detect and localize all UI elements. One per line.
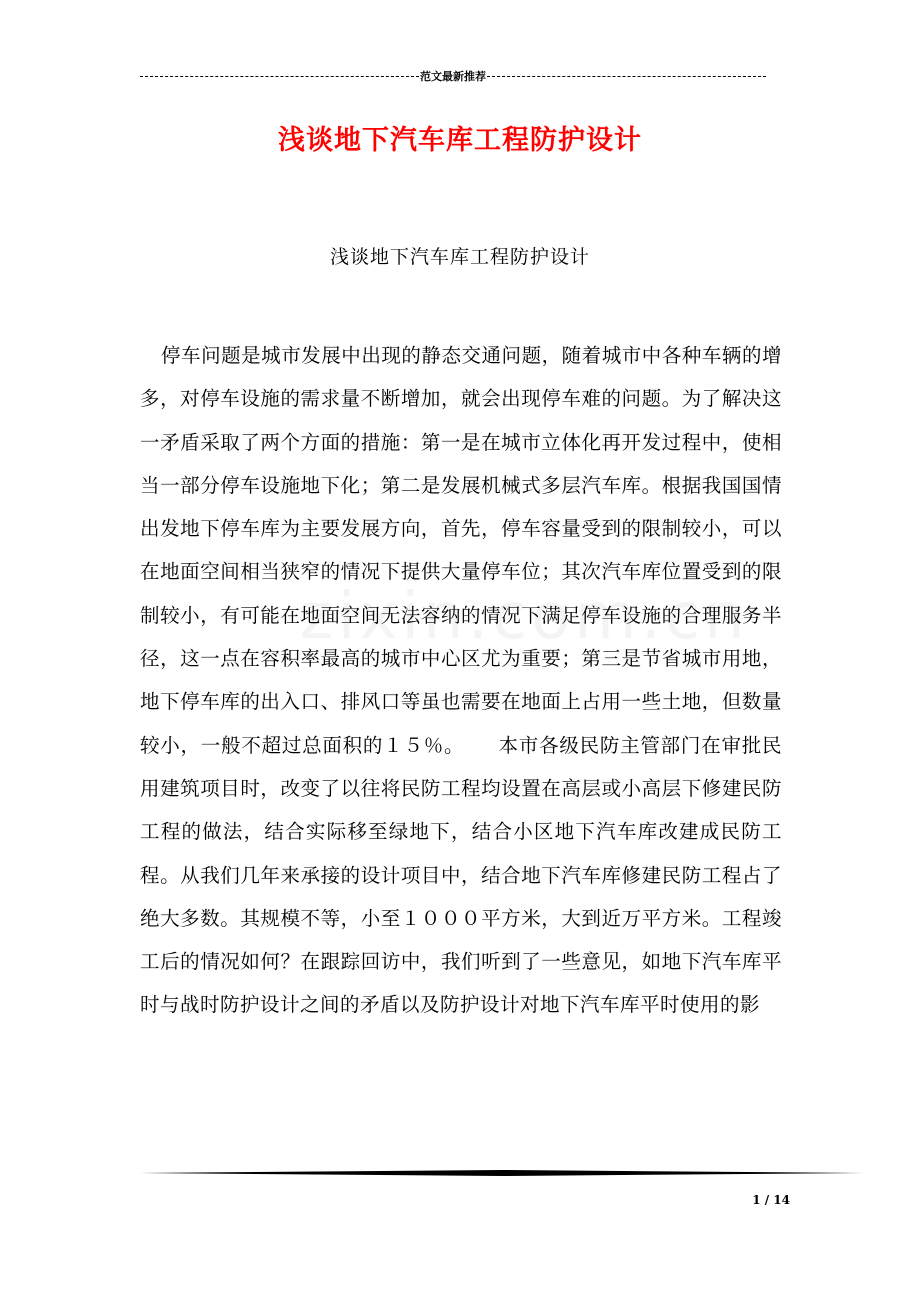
header-dash-right xyxy=(487,76,766,77)
footer-rule xyxy=(140,1170,864,1176)
header-dash-left xyxy=(140,76,419,77)
paragraph-2: 本市各级民防主管部门在审批民用建筑项目时，改变了以往将民防工程均设置在高层或小高层下修建民防工程的做法，结合实际移至绿地下，结合小区地下汽车库改建成民防工程。从我们几年来承接的设计项目中，结合地下汽车库修建民防工程占了绝大多数。其规模不等，小至１０００平方米，大到近万平方米。工程竣工后的情况如何？在跟踪回访中，我们听到了一些意见，如地下汽车库平时与战时防护设计之间的矛盾以及防护设计对地下汽车库平时使用的影 xyxy=(140,733,782,1017)
document-title: 浅谈地下汽车库工程防护设计 xyxy=(278,125,642,156)
header-label: 范文最新推荐 xyxy=(420,70,486,83)
body-text xyxy=(140,334,782,1027)
paragraph-1: 停车问题是城市发展中出现的静态交通问题，随着城市中各种车辆的增多，对停车设施的需求量不断增加，就会出现停车难的问题。为了解决这一矛盾采取了两个方面的措施：第一是在城市立体化再开发过程中，使相当一部分停车设施地下化；第二是发展机械式多层汽车库。根据我国国情出发地下停车库为主要发展方向，首先，停车容量受到的限制较小，可以在地面空间相当狭窄的情况下提供大量停车位；其次汽车库位置受到的限制较小，有可能在地面空间无法容纳的情况下满足停车设施的合理服务半径，这一点在容积率最高的城市中心区尤为重要；第三是节省城市用地，地下停车库的出入口、排风口等虽也需要在地面上占用一些土地，但数量较小，一般不超过总面积的１５％。 xyxy=(140,344,782,757)
page-number: 1 / 14 xyxy=(752,1193,790,1207)
document-subtitle: 浅谈地下汽车库工程防护设计 xyxy=(329,246,590,268)
header-banner xyxy=(140,68,766,84)
